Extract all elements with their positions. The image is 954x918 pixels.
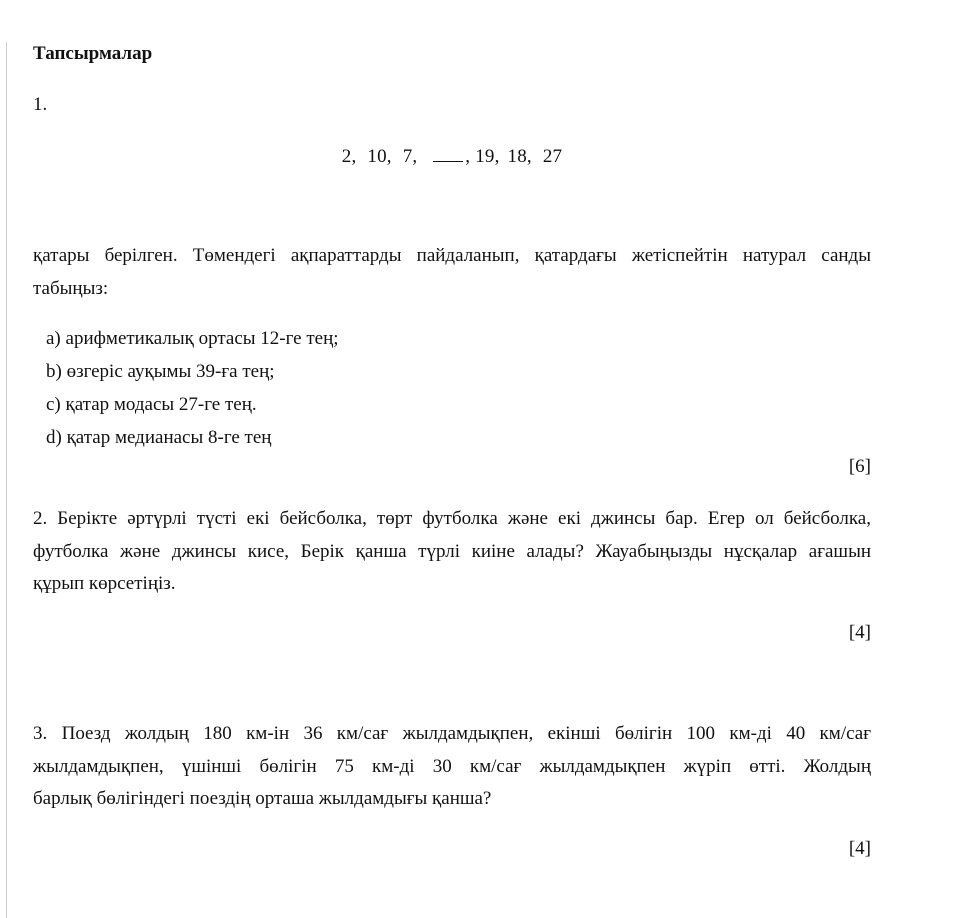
- q1-condition: d) қатар медианасы 8-ге тең: [46, 427, 272, 448]
- q1-description-line: қатары берілген. Төмендегі ақпараттарды пайдаланып, қатардағы жетіспейтін натурал санды: [33, 245, 871, 266]
- q2-marks: [4]: [848, 622, 871, 643]
- q1-description-line: табыңыз:: [33, 277, 109, 299]
- q3-text: [33, 718, 871, 816]
- q1-description: [33, 240, 871, 305]
- document-page: [33, 0, 871, 918]
- page-left-border: [6, 42, 7, 918]
- sequence-blank: [433, 145, 463, 162]
- q3-marks: [4]: [848, 838, 871, 859]
- q1-marks: [6]: [848, 456, 871, 477]
- q3-text-line: жылдамдықпен, үшінші бөлігін 75 км-ді 30 км/сағ жылдамдықпен жүріп өтті. Жолдың: [33, 755, 871, 777]
- sequence-item: 18,: [507, 146, 532, 167]
- sequence-item: 10,: [367, 146, 392, 167]
- sequence-item: , 19,: [465, 146, 500, 167]
- sequence-item: 27: [542, 146, 563, 167]
- q1-condition: b) өзгеріс ауқымы 39-ға тең;: [46, 361, 275, 382]
- q2-text-line: 2. Берікте әртүрлі түсті екі бейсболка, төрт футболка және екі джинсы бар. Егер ол бейсболка,: [33, 508, 871, 529]
- sequence-item: 2,: [341, 146, 357, 167]
- q1-number: 1.: [33, 94, 48, 115]
- q2-text-line: футболка және джинсы кисе, Берік қанша түрлі киіне алады? Жауабыңызды нұсқалар ағашын: [33, 540, 871, 562]
- document-title: Тапсырмалар: [33, 43, 153, 64]
- q1-sequence: [33, 145, 871, 168]
- q2-text: [33, 503, 871, 601]
- q3-text-line: барлық бөлігіндегі поездің орташа жылдамдығы қанша?: [33, 788, 492, 809]
- q1-condition: a) арифметикалық ортасы 12-ге тең;: [46, 328, 339, 349]
- q2-text-line: құрып көрсетіңіз.: [33, 573, 176, 594]
- q1-conditions-list: [46, 322, 339, 454]
- q1-condition: c) қатар модасы 27-ге тең.: [46, 394, 257, 415]
- q3-text-line: 3. Поезд жолдың 180 км-ін 36 км/сағ жылдамдықпен, екінші бөлігін 100 км-ді 40 км/сағ: [33, 723, 871, 744]
- sequence-item: 7,: [402, 146, 418, 167]
